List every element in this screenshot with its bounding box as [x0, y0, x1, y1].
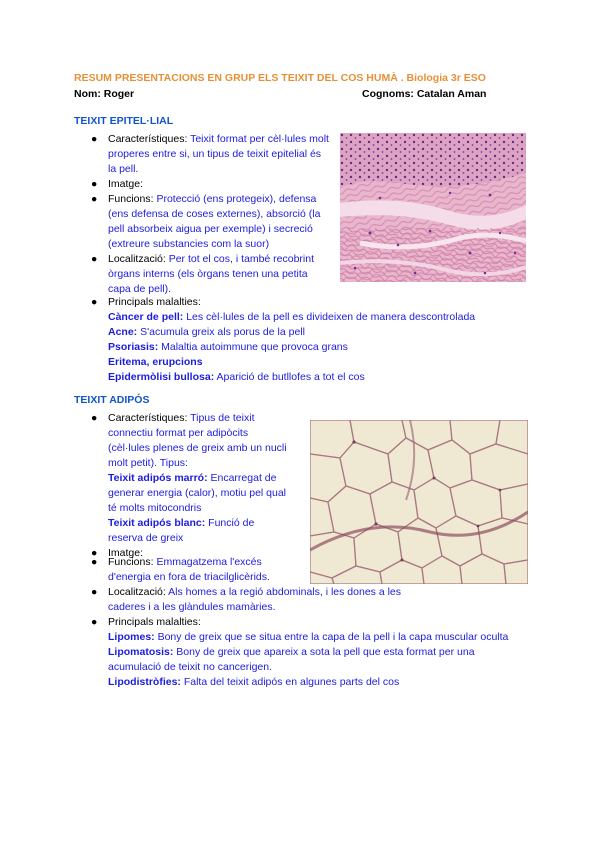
section-heading-adipos: TEIXIT ADIPÓS: [74, 394, 150, 406]
adipos-list-top: [91, 411, 291, 561]
list-item: ● Funcions: Protecció (ens protegeix), defensa (ens defensa de coses externes), absorció (la pell absorbeix aigua per exemple) i secreció (extreure substancies com la suor): [91, 193, 321, 250]
adipos-list-bottom: [91, 585, 441, 615]
disease-item: Eritema, erupcions: [108, 356, 203, 368]
disease-item: Lipomatosis: Bony de greix que apareix a sota la pell que esta format per una acumulació de teixit no cancerigen.: [108, 646, 475, 673]
adipos-list-diseases: [91, 615, 521, 690]
section-heading-epitelial: TEIXIT EPITEL·LIAL: [74, 115, 174, 127]
list-item: ● Característiques: Teixit format per cèl·lules molt properes entre si, un tipus de teixit epitelial és la pell.: [91, 133, 329, 175]
list-item: ● Localització: Als homes a la regió abdominals, i les dones a les caderes i a les glàndules mamàries.: [91, 586, 402, 613]
document-title: RESUM PRESENTACIONS EN GRUP ELS TEIXIT DEL COS HUMÀ . Biologia 3r ESO: [74, 72, 486, 84]
student-surname: Cognoms: Catalan Aman: [362, 88, 487, 100]
list-item: ● Funcions: Emmagatzema l'excés d'energia en fora de triacilglicèrids.: [91, 556, 270, 583]
tissue-type-item: Teixit adipós blanc: Funció de reserva de greix: [108, 517, 255, 544]
list-item: ● Principals malalties: Càncer de pell: Les cèl·lules de la pell es divideixen de manera descontrolada Acne: S'acumula greix als porus de la pell Psoriasis: Malaltia autoimmune que provoca grans Eritema, erupcions Epidermòlisi bullosa: Aparició de butllofes a tot el cos: [91, 295, 521, 385]
list-item: ● Principals malalties: Lipomes: Bony de greix que se situa entre la capa de la pell i la capa muscular oculta Lipomatosis: Bony de greix que apareix a sota la pell que esta format per una acumulació de teixit no cancerigen. Lipodistròfies: Falta del teixit adipós en algunes parts del cos: [91, 615, 521, 690]
disease-item: Lipomes: Bony de greix que se situa entre la capa de la pell i la capa muscular oculta: [108, 631, 509, 643]
disease-item: Psoriasis: Malaltia autoimmune que provoca grans: [108, 341, 348, 353]
list-item: ● Imatge:: [91, 178, 144, 190]
epithelial-tissue-image: [340, 133, 526, 282]
list-item: ● Imatge:: [91, 547, 144, 559]
adipos-list-functions: [91, 555, 281, 585]
epitelial-list-top: [91, 132, 331, 297]
disease-item: Càncer de pell: Les cèl·lules de la pell es divideixen de manera descontrolada: [108, 311, 476, 323]
disease-item: Epidermòlisi bullosa: Aparició de butllofes a tot el cos: [108, 371, 365, 383]
epitelial-list-diseases: [91, 295, 521, 385]
disease-item: Lipodistròfies: Falta del teixit adipós en algunes parts del cos: [108, 676, 400, 688]
disease-item: Acne: S'acumula greix als porus de la pell: [108, 326, 305, 338]
list-item: ● Característiques: Tipus de teixit connectiu format per adipòcits (cèl·lules plenes de greix amb un nucli molt petit). Tipus: Teixit adipós marró: Encarregat de generar energia (calor), motiu pel qual té molts mitocondris Teixit adipós blanc: Funció de reserva de greix: [91, 411, 291, 546]
student-name: Nom: Roger: [74, 88, 135, 100]
list-item: ● Localització: Per tot el cos, i també recobrint òrgans interns (els òrgans tenen una petita capa de pell).: [91, 253, 315, 295]
adipose-tissue-image: [310, 420, 528, 584]
tissue-type-item: Teixit adipós marró: Encarregat de generar energia (calor), motiu pel qual té molts mitocondris: [108, 472, 287, 514]
